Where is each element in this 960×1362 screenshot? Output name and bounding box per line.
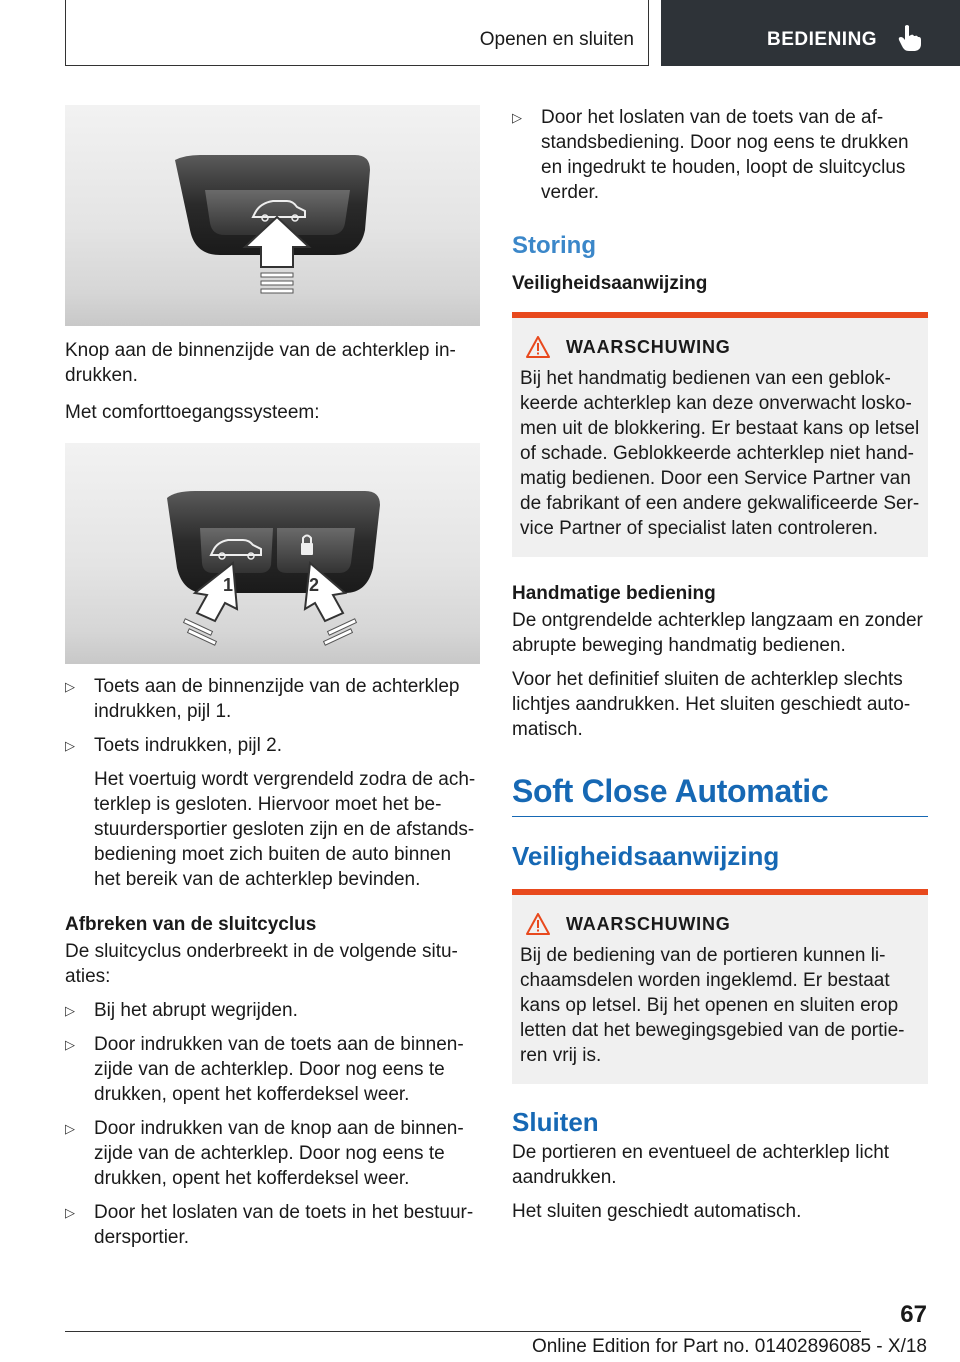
warning-title: WAARSCHUWING [566, 913, 731, 934]
list-item: ▷ Door het loslaten van de toets in het bestuur-dersportier. [65, 1202, 474, 1248]
right-column [512, 105, 928, 1224]
trunk-button-image [65, 105, 480, 326]
manual-operation-heading: Handmatige bediening [512, 583, 716, 604]
comfort-access-buttons-image [65, 443, 480, 664]
afbreken-list-continued [512, 105, 928, 205]
chapter-title: BEDIENING [767, 29, 878, 50]
list-item: ▷ Bij het abrupt wegrijden. [65, 1000, 298, 1021]
list-item: ▷ Door indrukken van de knop aan de binnen-zijde van de achterklep. Door nog eens te drukken, opent het kofferdeksel weer. [65, 1118, 464, 1189]
left-column [65, 105, 480, 1250]
arrow-label-1: 1 [223, 575, 234, 595]
soft-close-heading: Soft Close Automatic [512, 773, 829, 809]
triangle-right-outline-icon: ▷ [65, 1121, 75, 1136]
triangle-right-outline-icon: ▷ [65, 679, 75, 694]
triangle-right-outline-icon: ▷ [65, 1205, 75, 1220]
sluiten-heading: Sluiten [512, 1107, 599, 1137]
comfort-steps-list [65, 674, 480, 892]
afbreken-list [65, 998, 480, 1250]
comfort-access-text: Met comforttoegangssysteem: [65, 402, 320, 423]
warning-title: WAARSCHUWING [566, 336, 731, 357]
header-section-box [65, 0, 649, 66]
warning-box [512, 889, 928, 1084]
list-item: ▷ Toets aan de binnenzijde van de achterklep indrukken, pijl 1. [65, 676, 460, 722]
list-item-detail: Het voertuig wordt vergrendeld zodra de ach-terklep is gesloten. Hiervoor moet het be-stuurdersportier gesloten zijn en de afstands-bediening moet zich buiten de auto binnen het bereik van de achterklep bevinden. [94, 769, 476, 890]
section-title: Openen en sluiten [479, 29, 634, 50]
warning-triangle-icon [526, 913, 550, 935]
auto-close-text: Het sluiten geschiedt automatisch. [512, 1201, 802, 1222]
manual-operation-text: De ontgrendelde achterklep langzaam en zonder abrupte beweging handmatig bedienen. [512, 610, 923, 656]
caption-trunk-button: Knop aan de binnenzijde van de achterklep in-drukken. [65, 340, 456, 386]
triangle-right-outline-icon: ▷ [65, 1003, 75, 1018]
storing-heading: Storing [512, 232, 596, 259]
triangle-right-outline-icon: ▷ [512, 110, 522, 125]
heading-rule [512, 816, 928, 817]
sluiten-text: De portieren en eventueel de achterklep licht aandrukken. [512, 1142, 890, 1188]
arrow-label-2: 2 [309, 575, 320, 595]
warning-triangle-icon [526, 336, 550, 358]
list-item: ▷ Door het loslaten van de toets van de af-standsbediening. Door nog eens te drukken en ingedrukt te houden, loopt de sluitcyclus verder. [512, 107, 909, 203]
page-number: 67 [900, 1301, 927, 1328]
hand-pointing-icon [897, 24, 923, 52]
safety-heading: Veiligheidsaanwijzing [512, 273, 708, 294]
list-item: ▷ Toets indrukken, pijl 2. Het voertuig wordt vergrendeld zodra de ach-terklep is gesloten. Hiervoor moet het be-stuurdersportier gesloten zijn en de afstands-bediening moet zich buiten de auto binnen het bereik van de achterklep bevinden. [65, 733, 480, 892]
afbreken-heading: Afbreken van de sluitcyclus [65, 914, 317, 935]
edition-footer: Online Edition for Part no. 01402896085 - X/18 [531, 1336, 927, 1357]
afbreken-text: De sluitcyclus onderbreekt in de volgende situ-aties: [65, 941, 458, 987]
triangle-right-outline-icon: ▷ [65, 738, 75, 753]
safety-heading-2: Veiligheidsaanwijzing [512, 841, 780, 871]
final-close-text: Voor het definitief sluiten de achterklep slechts lichtjes aandrukken. Het sluiten geschiedt auto-matisch. [512, 669, 911, 740]
warning-text: Bij de bediening van de portieren kunnen li-chaamsdelen worden ingeklemd. Er bestaat kans op letsel. Bij het openen en sluiten erop letten dat het bewegingsgebied van de portie-ren vrij is. [520, 945, 905, 1066]
list-item: ▷ Door indrukken van de toets aan de binnen-zijde van de achterklep. Door nog eens te drukken, opent het kofferdeksel weer. [65, 1034, 464, 1105]
triangle-right-outline-icon: ▷ [65, 1037, 75, 1052]
header-chapter-box [661, 0, 960, 66]
footer-divider [65, 1331, 861, 1332]
warning-box [512, 312, 928, 557]
warning-text: Bij het handmatig bedienen van een geblok-keerde achterklep kan deze onverwacht losko-men uit de blokkering. Er bestaat kans op letsel of schade. Geblokkeerde achterklep niet hand-matig bedienen. Door een Service Partner van de fabrikant of een andere gekwalificeerde Ser-vice Partner of specialist laten controleren. [520, 368, 920, 539]
